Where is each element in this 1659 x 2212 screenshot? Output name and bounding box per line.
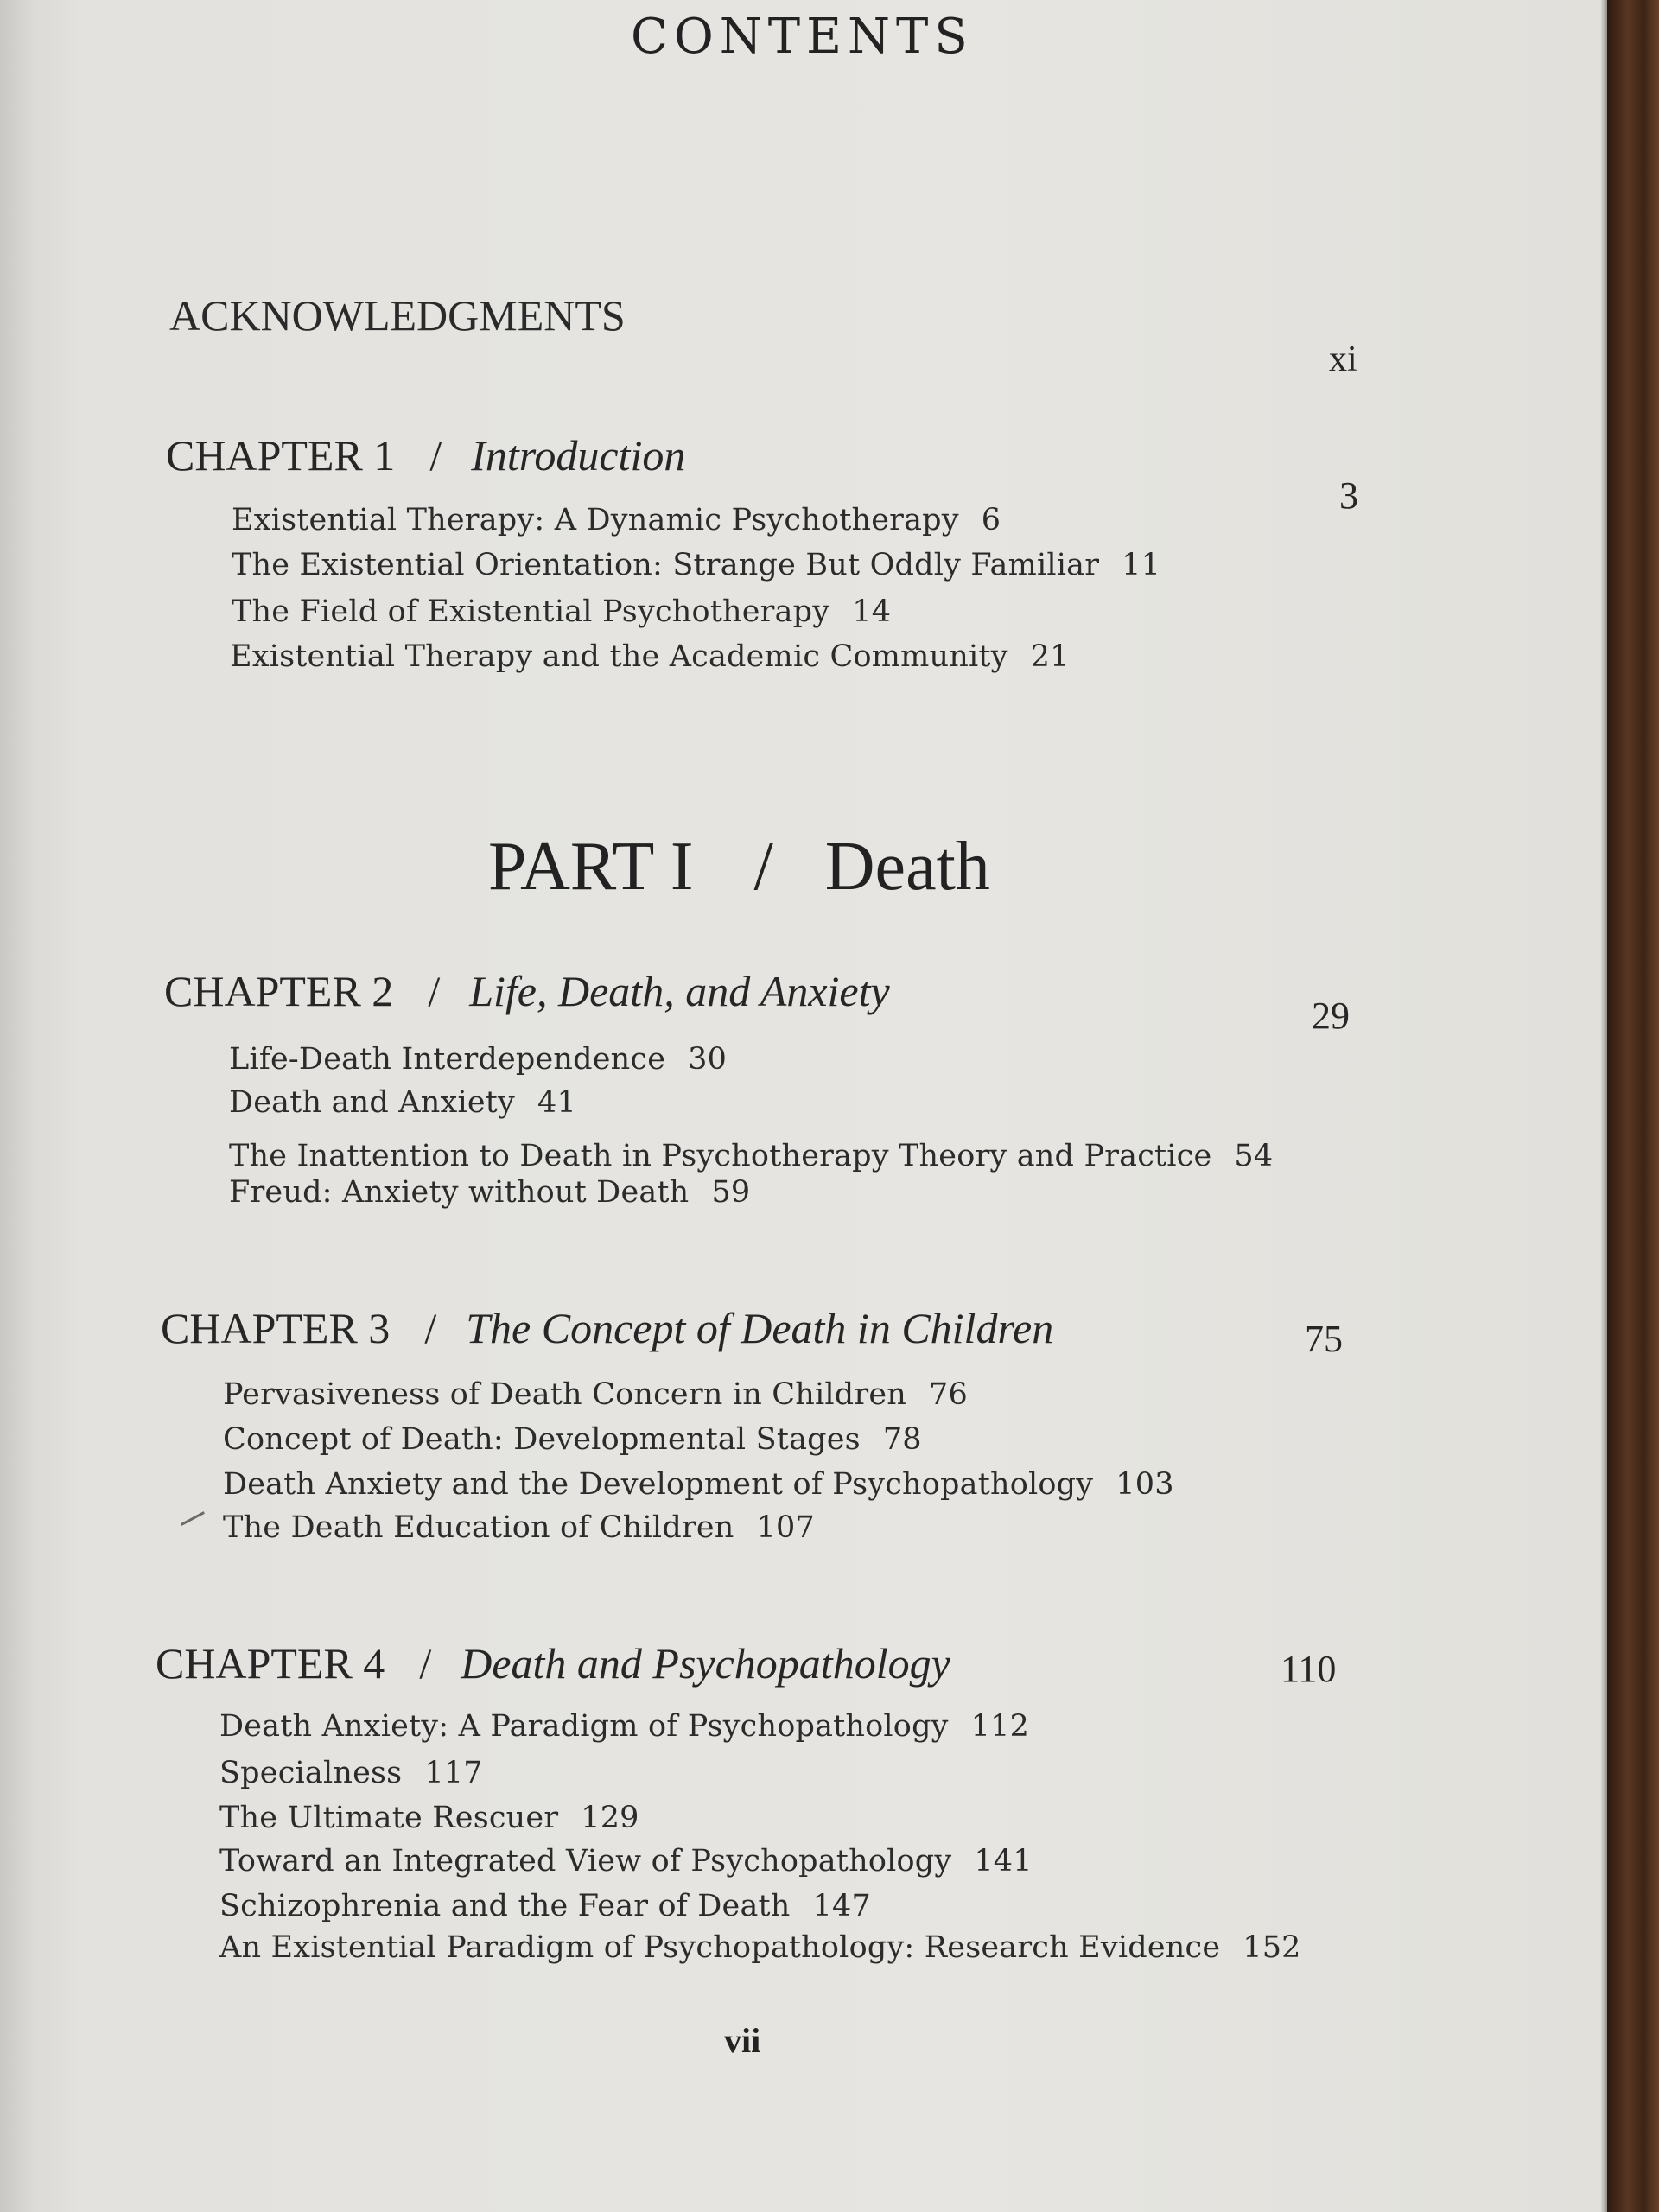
toc-entry bbox=[230, 639, 1070, 674]
toc-entry-title: Life-Death Interdependence bbox=[229, 1042, 666, 1077]
chapter-label: CHAPTER 1 bbox=[166, 431, 396, 480]
toc-entry bbox=[229, 1175, 750, 1210]
toc-entry bbox=[219, 1844, 1033, 1878]
toc-entry-title: Existential Therapy and the Academic Community bbox=[230, 639, 1008, 674]
toc-entry-page: 103 bbox=[1116, 1467, 1174, 1502]
chapter-label: CHAPTER 4 bbox=[156, 1639, 385, 1688]
page-title: CONTENTS bbox=[631, 9, 974, 65]
chapter-label: CHAPTER 2 bbox=[164, 967, 394, 1015]
chapter-title: Death and Psychopathology bbox=[461, 1639, 950, 1688]
wooden-table-background bbox=[1607, 0, 1659, 2212]
chapter-separator: / bbox=[429, 431, 442, 480]
toc-entry bbox=[229, 1139, 1273, 1173]
chapter-heading bbox=[164, 966, 890, 1016]
toc-entry-title: An Existential Paradigm of Psychopathology: Research Evidence bbox=[219, 1930, 1221, 1965]
toc-entry-page: 11 bbox=[1122, 548, 1161, 582]
toc-entry-title: The Death Education of Children bbox=[223, 1510, 734, 1545]
toc-entry bbox=[229, 1085, 576, 1120]
toc-entry-page: 6 bbox=[981, 503, 1001, 537]
page-folio: vii bbox=[724, 2021, 761, 2060]
toc-entry-page: 54 bbox=[1234, 1139, 1274, 1173]
chapter-page-number: 29 bbox=[1312, 995, 1350, 1037]
chapter-separator: / bbox=[428, 967, 441, 1015]
toc-entry-page: 147 bbox=[812, 1889, 871, 1923]
toc-entry bbox=[223, 1377, 968, 1412]
toc-entry bbox=[219, 1930, 1301, 1965]
toc-entry-title: Toward an Integrated View of Psychopathology bbox=[219, 1844, 952, 1878]
toc-entry bbox=[232, 548, 1160, 582]
toc-entry-page: 152 bbox=[1243, 1930, 1301, 1965]
toc-entry-title: Death Anxiety and the Development of Psychopathology bbox=[223, 1467, 1094, 1502]
chapter-page-number: 110 bbox=[1281, 1648, 1337, 1690]
toc-entry-title: The Existential Orientation: Strange But Oddly Familiar bbox=[232, 548, 1100, 582]
toc-entry-title: Existential Therapy: A Dynamic Psychotherapy bbox=[232, 503, 959, 537]
toc-entry-page: 107 bbox=[756, 1510, 815, 1545]
chapter-title: The Concept of Death in Children bbox=[466, 1304, 1054, 1352]
toc-entry-page: 141 bbox=[974, 1844, 1033, 1878]
toc-entry bbox=[219, 1709, 1029, 1744]
toc-entry-title: Specialness bbox=[219, 1756, 403, 1790]
toc-entry-page: 14 bbox=[852, 594, 892, 629]
toc-entry-page: 78 bbox=[882, 1422, 922, 1457]
toc-entry-page: 41 bbox=[537, 1085, 576, 1120]
chapter-heading bbox=[156, 1638, 950, 1688]
toc-entry bbox=[232, 594, 891, 629]
toc-entry-title: Death Anxiety: A Paradigm of Psychopathology bbox=[219, 1709, 949, 1744]
toc-entry-title: The Inattention to Death in Psychotherapy Theory and Practice bbox=[229, 1139, 1212, 1173]
part-label: PART I bbox=[488, 829, 694, 905]
toc-entry-page: 129 bbox=[581, 1801, 639, 1835]
toc-entry-page: 117 bbox=[424, 1756, 483, 1790]
toc-entry-page: 76 bbox=[929, 1377, 968, 1412]
toc-entry-page: 59 bbox=[711, 1175, 751, 1210]
toc-entry bbox=[223, 1467, 1174, 1502]
toc-entry-page: 21 bbox=[1030, 639, 1070, 674]
part-separator: / bbox=[753, 829, 773, 905]
chapter-heading bbox=[161, 1303, 1053, 1353]
toc-entry-title: Freud: Anxiety without Death bbox=[229, 1175, 690, 1210]
toc-entry-page: 112 bbox=[970, 1709, 1030, 1744]
toc-entry-title: The Field of Existential Psychotherapy bbox=[232, 594, 830, 629]
acknowledgments-page-number: xi bbox=[1329, 340, 1357, 379]
chapter-label: CHAPTER 3 bbox=[161, 1304, 391, 1352]
toc-entry bbox=[219, 1756, 483, 1790]
toc-entry-title: Concept of Death: Developmental Stages bbox=[223, 1422, 861, 1457]
pencil-check-mark bbox=[181, 1511, 205, 1526]
chapter-separator: / bbox=[419, 1639, 432, 1688]
toc-entry bbox=[232, 503, 1001, 537]
toc-entry bbox=[229, 1042, 727, 1077]
toc-entry-title: The Ultimate Rescuer bbox=[219, 1801, 559, 1835]
chapter-title: Life, Death, and Anxiety bbox=[469, 967, 890, 1015]
chapter-heading bbox=[166, 430, 685, 480]
acknowledgments-label: ACKNOWLEDGMENTS bbox=[169, 291, 626, 340]
chapter-page-number: 75 bbox=[1305, 1318, 1343, 1360]
toc-entry bbox=[223, 1422, 922, 1457]
toc-entry-page: 30 bbox=[688, 1042, 728, 1077]
part-title: Death bbox=[824, 829, 990, 905]
toc-entry-title: Pervasiveness of Death Concern in Children bbox=[223, 1377, 906, 1412]
part-heading bbox=[488, 828, 990, 906]
toc-entry bbox=[223, 1510, 815, 1545]
chapter-title: Introduction bbox=[471, 431, 686, 480]
toc-entry-title: Schizophrenia and the Fear of Death bbox=[219, 1889, 791, 1923]
chapter-separator: / bbox=[424, 1304, 437, 1352]
toc-entry bbox=[219, 1889, 871, 1923]
toc-entry bbox=[219, 1801, 639, 1835]
toc-entry-title: Death and Anxiety bbox=[229, 1085, 516, 1120]
chapter-page-number: 3 bbox=[1339, 474, 1358, 517]
